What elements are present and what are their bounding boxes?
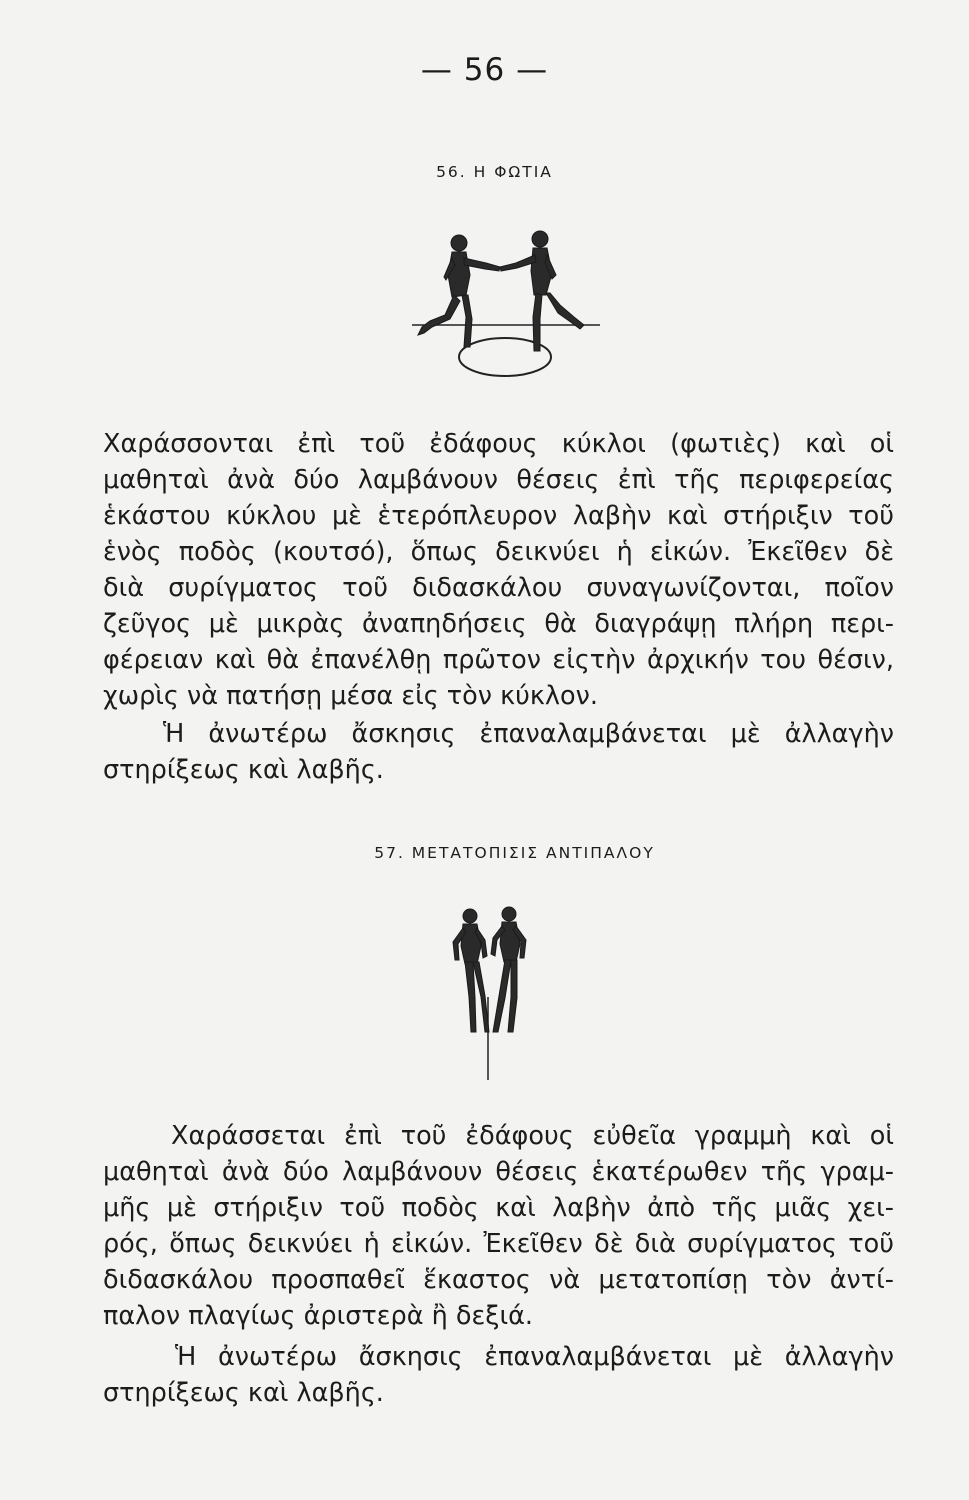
text-line: στηρίξεως καὶ λαβῆς.	[103, 1378, 384, 1408]
text-line: Χαράσσονται ἐπὶ τοῦ ἐδάφους κύκλοι (φωτιὲς) καὶ οἱ	[103, 429, 894, 459]
text-line: φέρειαν καὶ θὰ ἐπανέλθῃ πρῶτον εἰςτὴν ἀρχικήν του θέσιν,	[103, 645, 894, 675]
paragraph-fire-repeat	[103, 716, 894, 788]
opponent-displacement-illustration	[435, 902, 545, 1082]
text-line: στηρίξεως καὶ λαβῆς.	[103, 755, 384, 785]
text-line: Ἡ ἀνωτέρω ἄσκησις ἐπαναλαμβάνεται μὲ ἀλλαγὴν	[163, 719, 894, 749]
section-heading-fire: 56. Η ΦΩΤΙΑ	[436, 163, 553, 181]
fire-exercise-illustration	[400, 225, 610, 385]
paragraph-displacement-repeat	[103, 1339, 894, 1411]
page-number: — 56 —	[420, 52, 549, 88]
text-line: μῆς μὲ στήριξιν τοῦ ποδὸς καὶ λαβὴν ἀπὸ τῆς μιᾶς χει-	[103, 1193, 894, 1223]
text-line: ζεῦγος μὲ μικρὰς ἀναπηδήσεις θὰ διαγράψῃ πλήρη περι-	[103, 609, 894, 639]
text-line: ἑκάστου κύκλου μὲ ἑτερόπλευρον λαβὴν καὶ στήριξιν τοῦ	[103, 501, 894, 531]
text-line: μαθηταὶ ἀνὰ δύο λαμβάνουν θέσεις ἐπὶ τῆς περιφερείας	[103, 465, 894, 495]
text-line: χωρὶς νὰ πατήσῃ μέσα εἰς τὸν κύκλον.	[103, 681, 598, 711]
text-line: ἑνὸς ποδὸς (κουτσό), ὅπως δεικνύει ἡ εἰκών. Ἐκεῖθεν δὲ	[103, 537, 894, 567]
paragraph-displacement-description	[103, 1118, 894, 1334]
text-line: Χαράσσεται ἐπὶ τοῦ ἐδάφους εὐθεῖα γραμμὴ καὶ οἱ	[171, 1121, 894, 1151]
text-line: διὰ συρίγματος τοῦ διδασκάλου συναγωνίζονται, ποῖον	[103, 573, 894, 603]
paragraph-fire-description	[103, 426, 894, 714]
text-line: διδασκάλου προσπαθεῖ ἕκαστος νὰ μετατοπίσῃ τὸν ἀντί-	[103, 1265, 894, 1295]
text-line: ρός, ὅπως δεικνύει ἡ εἰκών. Ἐκεῖθεν δὲ διὰ συρίγματος τοῦ	[103, 1229, 894, 1259]
text-line: Ἡ ἀνωτέρω ἄσκησις ἐπαναλαμβάνεται μὲ ἀλλαγὴν	[175, 1342, 894, 1372]
text-line: παλον πλαγίως ἀριστερὰ ἢ δεξιά.	[103, 1301, 534, 1331]
section-heading-opponent-displacement: 57. ΜΕΤΑΤΟΠΙΣΙΣ ΑΝΤΙΠΑΛΟΥ	[374, 844, 655, 862]
text-line: μαθηταὶ ἀνὰ δύο λαμβάνουν θέσεις ἑκατέρωθεν τῆς γραμ-	[103, 1157, 894, 1187]
